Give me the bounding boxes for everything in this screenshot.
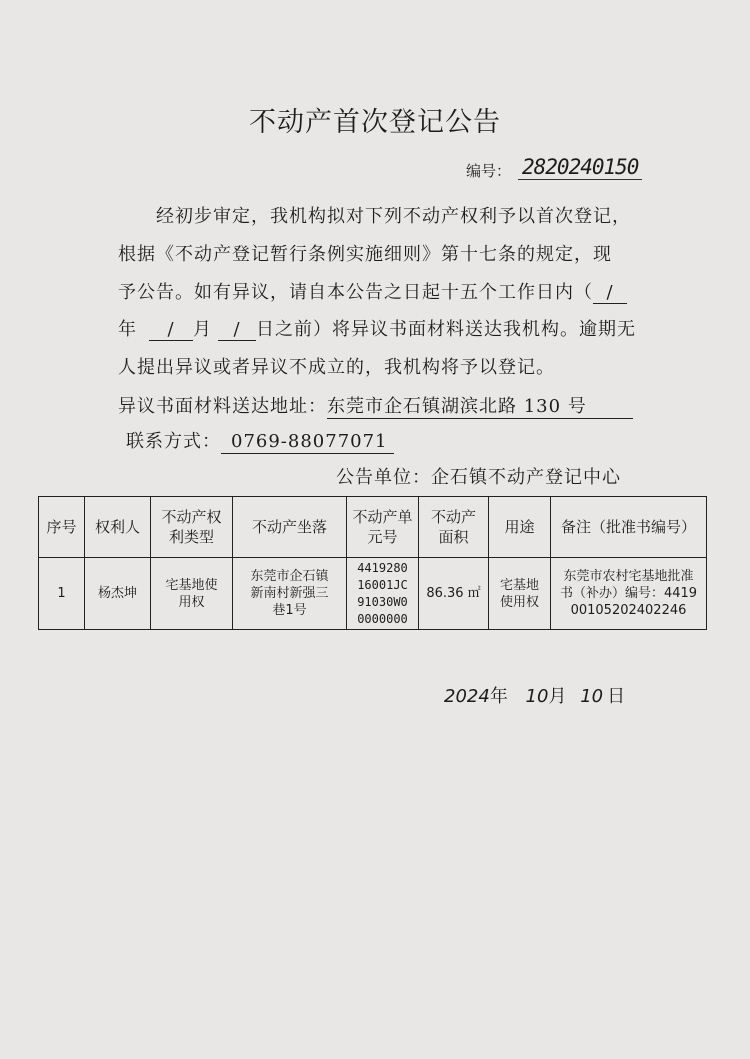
cell-right-type-text: 宅基地使用权 — [165, 577, 218, 610]
header-area — [419, 497, 489, 558]
header-location: 不动产坐落 — [233, 497, 347, 558]
page-title: 不动产首次登记公告 — [249, 107, 501, 138]
cell-usage — [489, 558, 551, 630]
cell-location — [233, 558, 347, 630]
cell-owner: 杨杰坤 — [85, 558, 151, 630]
cell-remarks-text: 东莞市农村宅基地批准书（补办）编号：441900105202402246 — [559, 569, 698, 618]
contact-row — [126, 427, 394, 454]
body-line-3-text: 予公告。如有异议，请自本公告之日起十五个工作日内（ — [118, 282, 593, 303]
cell-location-text: 东莞市企石镇新南村新强三巷1号 — [250, 569, 329, 618]
number-label: 编号： — [466, 162, 512, 180]
header-remarks: 备注（批准书编号） — [551, 497, 707, 558]
header-owner: 权利人 — [85, 497, 151, 558]
body-line-5: 人提出异议或者异议不成立的，我机构将予以登记。 — [118, 357, 555, 378]
header-seq: 序号 — [39, 497, 85, 558]
header-right-type-text: 不动产权利类型 — [161, 508, 222, 546]
blank-month: / — [149, 320, 193, 341]
header-usage: 用途 — [489, 497, 551, 558]
address-value: 东莞市企石镇湖滨北路 130 号 — [327, 396, 633, 419]
body-line-1: 经初步审定，我机构拟对下列不动产权利予以首次登记， — [156, 206, 631, 227]
cell-usage-text: 宅基地使用权 — [499, 577, 539, 610]
header-unit-number — [347, 497, 419, 558]
issuer-row — [336, 463, 621, 489]
date-day: 10 — [580, 686, 604, 707]
number-value: 2820240150 — [518, 155, 642, 180]
cell-unit-number-text: 441928016001JC91030W00000000 — [357, 560, 408, 626]
blank-day: / — [218, 320, 256, 341]
cell-right-type — [151, 558, 233, 630]
cell-area: 86.36 ㎡ — [419, 558, 489, 630]
cell-unit-number — [347, 558, 419, 630]
contact-value: 0769-88077071 — [221, 431, 394, 454]
table-header-row — [39, 497, 707, 558]
header-area-text: 不动产面积 — [430, 508, 476, 546]
issuer-value: 企石镇不动产登记中心 — [431, 467, 621, 488]
date-month-char: 月 — [548, 686, 567, 707]
date-month: 10 — [525, 686, 549, 707]
cell-seq: 1 — [39, 558, 85, 630]
address-label: 异议书面材料送达地址： — [118, 396, 327, 417]
blank-year: / — [593, 283, 627, 304]
header-right-type — [151, 497, 233, 558]
body-line-2: 根据《不动产登记暂行条例实施细则》第十七条的规定，现 — [118, 244, 612, 265]
body-line-3 — [118, 278, 627, 304]
registration-table — [38, 496, 707, 630]
contact-label: 联系方式： — [126, 431, 221, 452]
body-line-4 — [118, 315, 636, 341]
body-line-4-text: 日之前）将异议书面材料送达我机构。逾期无 — [256, 319, 636, 340]
issuer-label: 公告单位： — [336, 467, 431, 488]
year-char: 年 — [118, 319, 137, 340]
cell-remarks — [551, 558, 707, 630]
table-row — [39, 558, 707, 630]
month-char: 月 — [193, 319, 212, 340]
date-year: 2024 — [444, 686, 490, 707]
date-year-char: 年 — [489, 686, 508, 707]
date-day-char: 日 — [607, 686, 626, 707]
date-handwritten — [444, 682, 625, 708]
header-unit-number-text: 不动产单元号 — [352, 508, 413, 546]
address-row — [118, 392, 633, 419]
